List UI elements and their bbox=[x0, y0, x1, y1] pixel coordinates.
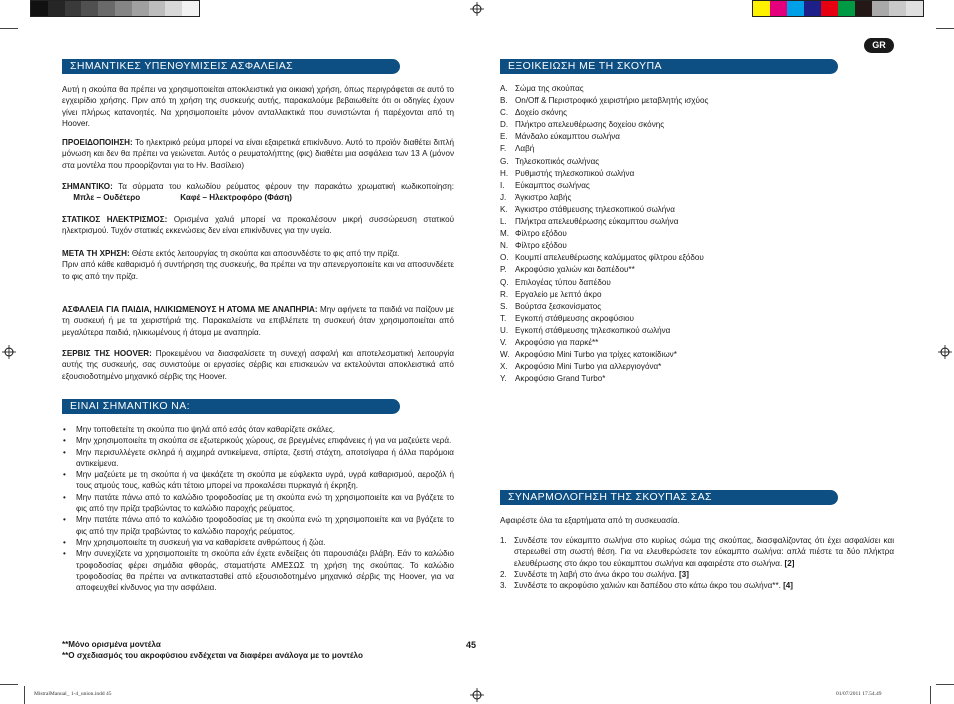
parts-list bbox=[500, 83, 920, 385]
part-label: Ακροφύσιο Mini Turbo για τρίχες κατοικίδιων* bbox=[515, 350, 677, 360]
part-item bbox=[500, 168, 920, 180]
registration-mark-icon bbox=[470, 688, 484, 702]
color-swatch bbox=[787, 1, 804, 16]
part-letter: O. bbox=[500, 253, 509, 263]
gray-swatch bbox=[149, 1, 166, 16]
part-label: Μάνδαλο εύκαμπτου σωλήνα bbox=[515, 132, 620, 142]
part-letter: V. bbox=[500, 337, 507, 347]
part-label: Ακροφύσιο Grand Turbo* bbox=[515, 374, 606, 384]
page-number: 45 bbox=[466, 640, 477, 650]
gray-swatch bbox=[165, 1, 182, 16]
part-label: Εγκοπή στάθμευσης ακροφύσιου bbox=[515, 313, 634, 323]
gray-swatch bbox=[115, 1, 132, 16]
figure-ref: [2] bbox=[784, 558, 795, 568]
part-item bbox=[500, 349, 920, 361]
step-text: Συνδέστε το ακροφύσιο χαλιών και δαπέδου στο κάτω άκρο του σωλήνα**. bbox=[514, 581, 781, 591]
part-item bbox=[500, 228, 920, 240]
gray-swatch bbox=[132, 1, 149, 16]
part-item bbox=[500, 361, 920, 373]
part-letter: S. bbox=[500, 301, 508, 311]
part-item bbox=[500, 95, 920, 107]
part-item bbox=[500, 131, 920, 143]
part-item bbox=[500, 180, 920, 192]
color-swatch bbox=[770, 1, 787, 16]
part-letter: E. bbox=[500, 132, 508, 142]
step-text: Συνδέστε τον εύκαμπτο σωλήνα στο κυρίως σώμα της σκούπας, διασφαλίζοντας ότι έχει ασφαλίσει και στερεωθεί στη σωστή θέση. Για να ελευθερώσετε τον εύκαμπτο σωλήνα: απλά πιέστε τα δύο πλήκτρα ελευθέρωσης στο άκρο του εύκαμπτου σωλήνα και αφαιρέστε στο σωλήνα. bbox=[514, 536, 894, 568]
part-label: Ακροφύσιο Mini Turbo για αλλεργιογόνα* bbox=[515, 362, 662, 372]
part-label: Άγκιστρο στάθμευσης τηλεσκοπικού σωλήνα bbox=[515, 204, 675, 214]
gray-calibration-bar bbox=[30, 0, 200, 17]
part-item bbox=[500, 204, 920, 216]
part-label: Φίλτρο εξόδου bbox=[515, 229, 567, 239]
part-letter: J. bbox=[500, 192, 507, 202]
gray-swatch bbox=[31, 1, 48, 16]
part-label: Εγκοπή στάθμευσης τηλεσκοπικού σωλήνα bbox=[515, 325, 671, 335]
registration-mark-icon bbox=[938, 345, 952, 359]
color-swatch bbox=[821, 1, 838, 16]
step-text: Συνδέστε τη λαβή στο άνω άκρο του σωλήνα. bbox=[514, 569, 677, 579]
part-label: Δοχείο σκόνης bbox=[515, 108, 567, 118]
figure-ref: [3] bbox=[679, 569, 689, 579]
crop-mark bbox=[936, 28, 954, 29]
part-item bbox=[500, 192, 920, 204]
part-letter: N. bbox=[500, 241, 509, 251]
gray-swatch bbox=[98, 1, 115, 16]
static-paragraph: ΣΤΑΤΙΚΟΣ ΗΛΕΚΤΡΙΣΜΟΣ: Ορισμένα χαλιά μπορεί να προκαλέσουν μικρή συσσώρευση στατικού ηλεκτρισμού. Τυχόν στατικές εκκενώσεις δεν είναι επικίνδυνες για την υγεία. bbox=[62, 215, 454, 236]
part-label: Άγκιστρο λαβής bbox=[515, 192, 572, 202]
list-item: • Μην πατάτε πάνω από το καλώδιο τροφοδοσίας με τη σκούπα ενώ τη χρησιμοποιείτε και να βγάζετε το φις από την πρίζα τραβώντας το καλώδιο παροχής ρεύματος. bbox=[62, 492, 454, 515]
crop-mark bbox=[936, 684, 954, 685]
part-letter: C. bbox=[500, 108, 509, 118]
service-paragraph: ΣΕΡΒΙΣ ΤΗΣ HOOVER: Προκειμένου να διασφαλίσετε τη συνεχή ασφαλή και αποτελεσματική λειτουργία αυτής της συσκευής, σας συνιστούμε οι εργασίες σέρβις και επισκευών να εκτελούνται αποκλειστικά από εξουσιοδοτημένο μηχανικό σέρβις της Hoover. bbox=[62, 349, 455, 381]
step-number: 1. bbox=[500, 536, 507, 545]
color-swatch bbox=[872, 1, 889, 16]
part-label: Λαβή bbox=[515, 144, 535, 154]
important-list bbox=[62, 424, 454, 593]
color-swatch bbox=[906, 1, 923, 16]
list-item: • Μην χρησιμοποιείτε τη συσκευή για να καθαρίσετε ανθρώπους ή ζώα. bbox=[62, 537, 454, 548]
wire-color-paragraph: ΣΗΜΑΝΤΙΚΟ: Τα σύρματα του καλωδίου ρεύματος φέρουν την παρακάτω χρωματική κωδικοποίηση: Μπλε – Ουδέτερο Καφέ – Ηλεκτροφόρο (Φάση) bbox=[62, 182, 454, 203]
gray-swatch bbox=[81, 1, 98, 16]
list-item: • Μην μαζεύετε με τη σκούπα ή να ψεκάζετε τη σκούπα με εύφλεκτα υγρά, υγρά καθαρισμού, αεροζόλ ή τους ατμούς τους, καθώς κάτι τέτοιο μπορεί να προκαλέσει πυρκαγιά ή έκρηξη. bbox=[62, 469, 454, 492]
color-swatch bbox=[804, 1, 821, 16]
footnote-models: **Μόνο ορισμένα μοντέλα bbox=[62, 640, 161, 649]
part-item bbox=[500, 83, 920, 95]
footer-file: MistralManual_ 1-4_union.indd 45 bbox=[34, 691, 112, 697]
list-item: • Μην πατάτε πάνω από το καλώδιο τροφοδοσίας με τη σκούπα ενώ τη χρησιμοποιείτε και να βγάζετε το φις από την πρίζα τραβώντας το καλώδιο παροχής ρεύματος. bbox=[62, 514, 454, 537]
part-item bbox=[500, 216, 920, 228]
color-calibration-bar bbox=[752, 0, 924, 17]
part-item bbox=[500, 313, 920, 325]
part-label: Ρυθμιστής τηλεσκοπικού σωλήνα bbox=[515, 168, 635, 178]
part-label: Ακροφύσιο χαλιών και δαπέδου** bbox=[515, 265, 635, 275]
part-letter: I. bbox=[500, 180, 505, 190]
step-number: 3. bbox=[500, 581, 507, 591]
part-label: Ακροφύσιο για παρκέ** bbox=[515, 337, 599, 347]
assembly-step bbox=[500, 569, 894, 580]
gray-swatch bbox=[48, 1, 65, 16]
part-letter: X. bbox=[500, 362, 508, 372]
intro-paragraph: Αυτή η σκούπα θα πρέπει να χρησιμοποιείται αποκλειστικά για οικιακή χρήση, όπως περιγράφεται σε αυτό το εγχειρίδιο χρήσης. Πριν από τη χρήση της συσκευής αυτής, παρακαλούμε βεβαιωθείτε ότι οι οδηγίες έχουν γίνει πλήρως κατανοητές. Να χρησιμοποιείτε μόνον ανταλλακτικά που συνιστώνται ή παρέχονται από τη Hoover. bbox=[62, 85, 454, 128]
registration-mark-icon bbox=[2, 345, 16, 359]
part-item bbox=[500, 264, 920, 276]
assembly-steps bbox=[500, 535, 894, 591]
part-label: On/Off & Περιστροφικό χειριστήριο μεταβλητής ισχύος bbox=[515, 96, 709, 106]
wire-blue: Μπλε – Ουδέτερο bbox=[73, 193, 141, 203]
language-badge: GR bbox=[864, 38, 894, 53]
part-label: Κουμπί απελευθέρωσης καλύμματος φίλτρου εξόδου bbox=[515, 253, 704, 263]
step-body bbox=[514, 535, 894, 569]
part-item bbox=[500, 325, 920, 337]
part-letter: M. bbox=[500, 229, 509, 239]
part-item bbox=[500, 119, 920, 131]
part-label: Εργαλείο με λεπτό άκρο bbox=[515, 289, 602, 299]
part-letter: H. bbox=[500, 168, 509, 178]
color-swatch bbox=[889, 1, 906, 16]
step-body bbox=[514, 580, 793, 591]
part-item bbox=[500, 107, 920, 119]
gray-swatch bbox=[65, 1, 82, 16]
step-body bbox=[514, 569, 689, 580]
part-letter: K. bbox=[500, 204, 508, 214]
list-item: • Μην χρησιμοποιείτε τη σκούπα σε εξωτερικούς χώρους, σε βρεγμένες επιφάνειες ή για να μαζεύετε νερά. bbox=[62, 435, 454, 446]
part-letter: D. bbox=[500, 120, 509, 130]
registration-mark-icon bbox=[470, 2, 484, 16]
part-letter: Q. bbox=[500, 277, 509, 287]
part-item bbox=[500, 289, 920, 301]
part-label: Βούρτσα ξεσκονίσματος bbox=[515, 301, 602, 311]
child-safety-paragraph: ΑΣΦΑΛΕΙΑ ΓΙΑ ΠΑΙΔΙΑ, ΗΛΙΚΙΩΜΕΝΟΥΣ Η ΑΤΟΜΑ ΜΕ ΑΝΑΠΗΡΙΑ: Μην αφήνετε τα παιδιά να παίζουν με τη συσκευή ή με τα χειριστήριά της. Παρακαλείστε να επιβλέπετε τη συσκευή όταν χρησιμοποιείται από μεγαλύτερα παιδιά, ηλικιωμένους ή άτομα με αναπηρία. bbox=[62, 305, 455, 337]
assembly-header: ΣΥΝΑΡΜΟΛΟΓΗΣΗ ΤΗΣ ΣΚΟΥΠΑΣ ΣΑΣ bbox=[500, 490, 838, 505]
part-item bbox=[500, 143, 920, 155]
color-swatch bbox=[855, 1, 872, 16]
crop-mark bbox=[0, 684, 18, 685]
list-item: • Μην τοποθετείτε τη σκούπα πιο ψηλά από εσάς όταν καθαρίζετε σκάλες. bbox=[62, 424, 454, 435]
crop-mark bbox=[930, 686, 931, 704]
part-item bbox=[500, 337, 920, 349]
after-use-paragraph: ΜΕΤΑ ΤΗ ΧΡΗΣΗ: Θέστε εκτός λειτουργίας τη σκούπα και αποσυνδέστε το φις από την πρίζα. Πριν από κάθε καθαρισμό ή συντήρηση της συσκευής, θα πρέπει να την απενεργοποιείτε και να αποσυνδέετε το φις από την πρίζα. bbox=[62, 249, 454, 281]
part-label: Πλήκτρα απελευθέρωσης εύκαμπτου σωλήνα bbox=[515, 217, 679, 227]
step-number: 2. bbox=[500, 569, 507, 579]
footnote-design: **Ο σχεδιασμός του ακροφύσιου ενδέχεται να διαφέρει ανάλογα με το μοντέλο bbox=[62, 651, 363, 660]
figure-ref: [4] bbox=[783, 581, 794, 591]
crop-mark bbox=[24, 686, 25, 704]
footer-date: 01/07/2011 17.54.49 bbox=[836, 691, 882, 697]
part-item bbox=[500, 240, 920, 252]
part-item bbox=[500, 252, 920, 264]
part-letter: Y. bbox=[500, 374, 507, 384]
part-label: Φίλτρο εξόδου bbox=[515, 241, 567, 251]
part-letter: F. bbox=[500, 144, 507, 154]
list-item: • Μην περισυλλέγετε σκληρά ή αιχμηρά αντικείμενα, σπίρτα, ζεστή στάχτη, αποτσίγαρα ή άλλα παρόμοια αντικείμενα. bbox=[62, 447, 454, 470]
part-letter: B. bbox=[500, 96, 508, 106]
part-letter: U. bbox=[500, 325, 509, 335]
part-letter: G. bbox=[500, 156, 509, 166]
part-item bbox=[500, 373, 920, 385]
part-label: Σώμα της σκούπας bbox=[515, 84, 584, 93]
assembly-step bbox=[500, 535, 894, 569]
part-label: Τηλεσκοπικός σωλήνας bbox=[515, 156, 600, 166]
part-label: Εύκαμπτος σωλήνας bbox=[515, 180, 590, 190]
part-letter: W. bbox=[500, 350, 510, 360]
assembly-step bbox=[500, 580, 894, 591]
color-swatch bbox=[838, 1, 855, 16]
parts-header: ΕΞΟΙΚΕΙΩΣΗ ΜΕ ΤΗ ΣΚΟΥΠΑ bbox=[500, 59, 838, 74]
part-item bbox=[500, 277, 920, 289]
list-item: • Μην συνεχίζετε να χρησιμοποιείτε τη σκούπα εάν έχετε ενδείξεις ότι παρουσιάζει βλάβη. Εάν το καλώδιο τροφοδοσίας φέρει σημάδια φθοράς, σταματήστε ΑΜΕΣΩΣ τη χρήση της σκούπας. Το καλώδιο τροφοδοσίας θα πρέπει να αντικατασταθεί από εξουσιοδοτημένο μηχανικό σέρβις της Hoover, για να αποφευχθεί κίνδυνος για την ασφάλεια. bbox=[62, 548, 454, 593]
part-item bbox=[500, 301, 920, 313]
part-label: Επιλογέας τύπου δαπέδου bbox=[515, 277, 611, 287]
crop-mark bbox=[0, 28, 18, 29]
assembly-intro: Αφαιρέστε όλα τα εξαρτήματα από τη συσκευασία. bbox=[500, 516, 680, 525]
part-letter: L. bbox=[500, 217, 507, 227]
part-label: Πλήκτρο απελευθέρωσης δοχείου σκόνης bbox=[515, 120, 665, 130]
part-letter: R. bbox=[500, 289, 509, 299]
gray-swatch bbox=[182, 1, 199, 16]
part-letter: A. bbox=[500, 84, 508, 93]
color-swatch bbox=[753, 1, 770, 16]
warning-paragraph: ΠΡΟΕΙΔΟΠΟΙΗΣΗ: Το ηλεκτρικό ρεύμα μπορεί να είναι εξαιρετικά επικίνδυνο. Αυτό το προϊόν διαθέτει διπλή μόνωση και δεν θα πρέπει να γειώνεται. Αυτός ο ρευματολήπτης (φις) διαθέτει μια ασφάλεια των 13 A (μόνον στα μοντέλα που προορίζονται για το Ην. Βασίλειο) bbox=[62, 138, 454, 170]
part-item bbox=[500, 156, 920, 168]
part-letter: T. bbox=[500, 313, 507, 323]
important-header: ΕΙΝΑΙ ΣΗΜΑΝΤΙΚΟ ΝΑ: bbox=[62, 399, 400, 414]
part-letter: P. bbox=[500, 265, 507, 275]
safety-header: ΣΗΜΑΝΤΙΚΕΣ ΥΠΕΝΘΥΜΙΣΕΙΣ ΑΣΦΑΛΕΙΑΣ bbox=[62, 59, 400, 74]
wire-brown: Καφέ – Ηλεκτροφόρο (Φάση) bbox=[180, 193, 292, 203]
